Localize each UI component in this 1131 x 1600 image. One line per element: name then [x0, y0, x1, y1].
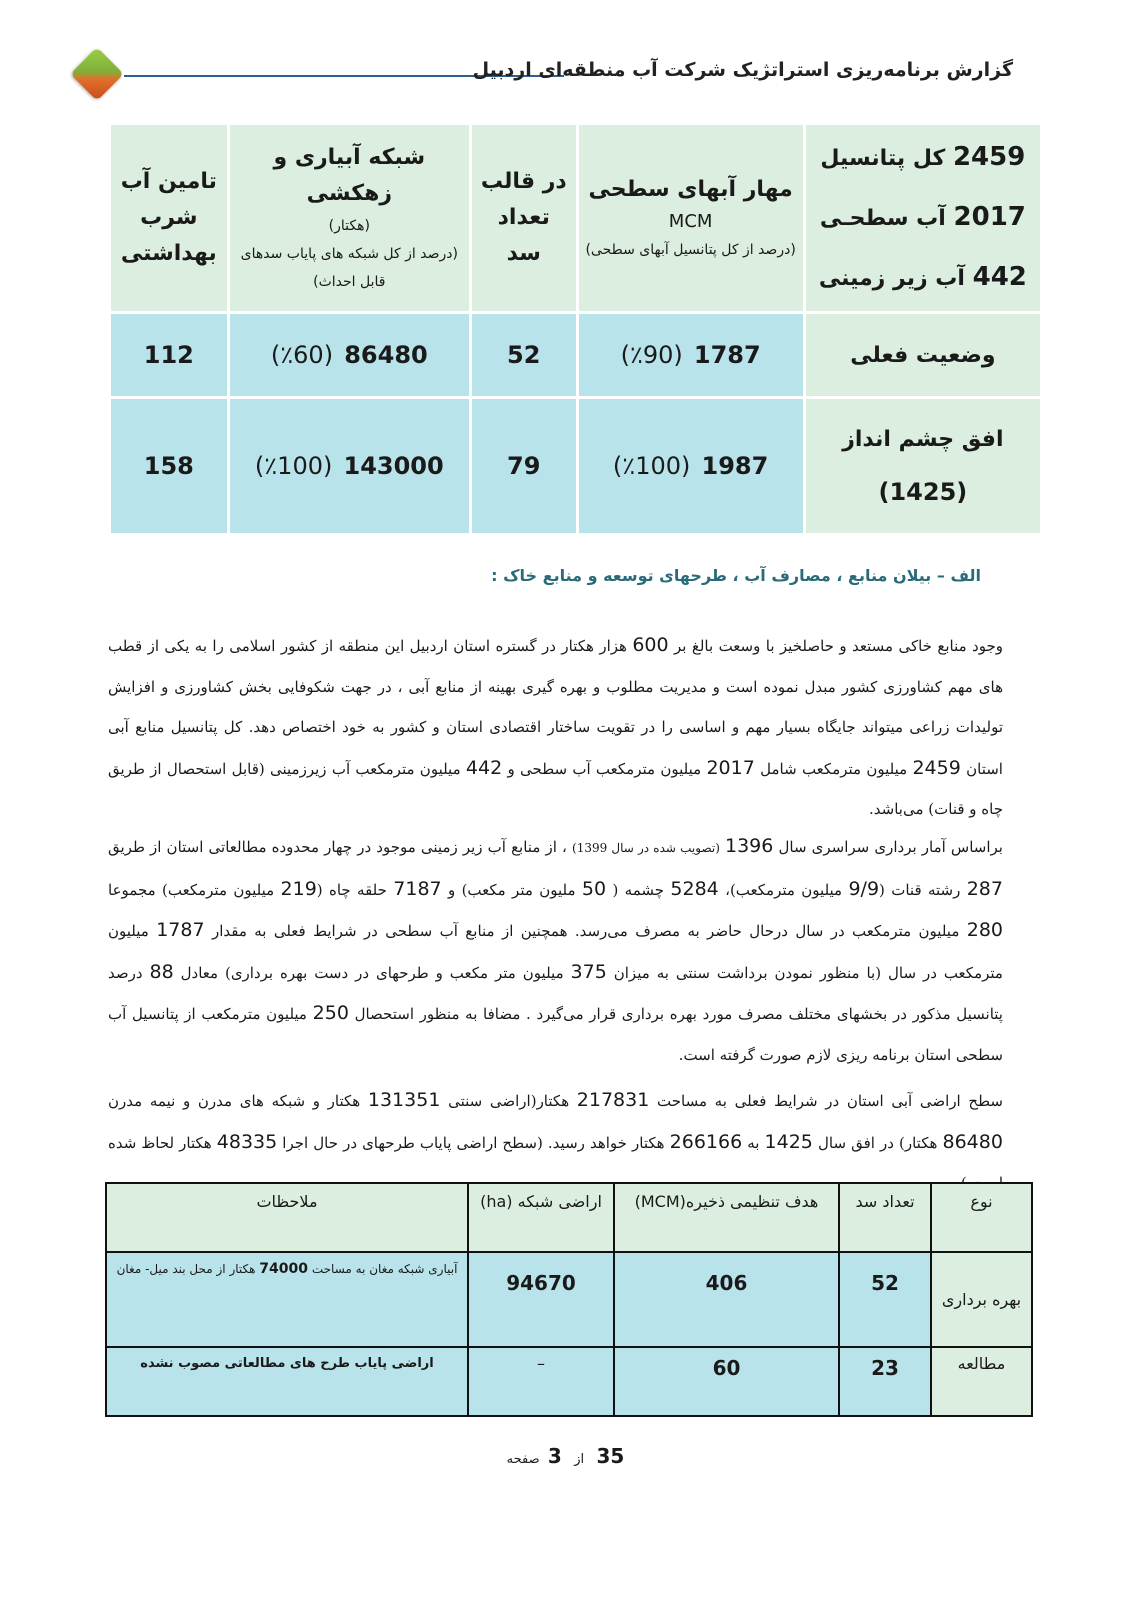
row-type: بهره برداری — [931, 1252, 1032, 1347]
summary-row-current — [111, 314, 1040, 396]
drinking-header: تامین آب شرب بهداشتی — [111, 125, 227, 311]
logo-diamond-icon — [70, 47, 124, 101]
row-count: 52 — [839, 1252, 931, 1347]
page-number: 3 — [547, 1444, 562, 1468]
row-land: – — [468, 1347, 614, 1416]
row-count: 23 — [839, 1347, 931, 1416]
surface-value: 1787 (٪90) — [579, 314, 803, 396]
dams-value: 52 — [472, 314, 576, 396]
page-header — [78, 55, 1013, 95]
table-row — [106, 1347, 1032, 1416]
irrigation-value: 86480 (٪60) — [230, 314, 469, 396]
summary-table — [108, 122, 1043, 536]
table-row — [106, 1252, 1032, 1347]
col-header-count: تعداد سد — [839, 1183, 931, 1252]
row-notes: آبیاری شبکه مغان به مساحت 74000 هکتار از محل بند میل- مغان — [106, 1252, 468, 1347]
paragraph-groundwater: براساس آمار برداری سراسری سال 1396 (تصویب شده در سال 1399) ، از منابع آب زیر زمینی موجود در چهار محدوده مطالعاتی استان از طریق 287 رشته قنات (9/9 میلیون مترمکعب)، 5284 چشمه ( 50 ملیون متر مکعب) و 7187 حلقه چاه (219 میلیون مترمکعب) مجموعا 280 میلیون مترمکعب در سال درحال حاضر به مصرف می‌رسد. همچنین از منابع آب سطحی در شرایط فعلی به مقدار 1787 میلیون مترمکعب در سال (با منظور نمودن برداشت سنتی به میزان 375 میلیون متر مکعب و طرحهای در دست بهره برداری) معادل 88 درصد پتانسیل مذکور در بخشهای مختلف مصرف مورد بهره برداری قرار می‌گیرد . مضافا به منظور استحصال 250 میلیون مترمکعب از پتانسیل آب سطحی استان برنامه ریزی لازم صورت گرفته است. — [108, 835, 1004, 1064]
page-footer: 35 از 3 صفحه — [506, 1444, 625, 1468]
row-type: مطالعه — [931, 1347, 1032, 1416]
dams-header: در قالب تعداد سد — [472, 125, 576, 311]
dam-table-header — [106, 1183, 1032, 1252]
col-header-land: اراضی شبکه (ha) — [468, 1183, 614, 1252]
summary-header-row — [111, 125, 1040, 311]
irrigation-header: شبکه آبیاری و زهکشی (هکتار) (درصد از کل شبکه های پایاب سدهای قابل احداث) — [230, 125, 469, 311]
potential-cell: 2459 کل پتانسیل 2017 آب سطحـی 442 آب زیر زمینی — [806, 125, 1040, 311]
row-notes: اراضی پایاب طرح های مطالعاتی مصوب نشده — [106, 1347, 468, 1416]
dams-value: 79 — [472, 399, 576, 533]
row-label: افق چشم انداز (1425) — [806, 399, 1040, 533]
surface-header: مهار آبهای سطحی MCM (درصد از کل پتانسیل آبهای سطحی) — [579, 125, 803, 311]
report-title: گزارش برنامه‌ریزی استراتژیک شرکت آب منطقه‌ای اردبیل — [472, 59, 1013, 81]
surface-value: 1987 (٪100) — [579, 399, 803, 533]
paragraph-irrigated-land: سطح اراضی آبی استان در شرایط فعلی به مساحت 217831 هکتار(اراضی سنتی 131351 هکتار و شبکه های مدرن و نیمه مدرن 86480 هکتار) در افق سال 1425 به 266166 هکتار خواهد رسید. (سطح اراضی پایاب طرحهای در حال اجرا 48335 هکتار لحاظ شده — [108, 1089, 1003, 1153]
drinking-value: 112 — [111, 314, 227, 396]
col-header-notes: ملاحظات — [106, 1183, 468, 1252]
summary-row-horizon — [111, 399, 1040, 533]
page-total: 35 — [596, 1444, 625, 1468]
dam-table — [105, 1182, 1033, 1417]
row-label: وضعیت فعلی — [806, 314, 1040, 396]
row-target: 60 — [614, 1347, 839, 1416]
section-heading: الف – بیلان منابع ، مصارف آب ، طرحهای توسعه و منابع خاک : — [491, 566, 981, 585]
irrigation-value: 143000 (٪100) — [230, 399, 469, 533]
col-header-type: نوع — [931, 1183, 1032, 1252]
drinking-value: 158 — [111, 399, 227, 533]
paragraph-soil-resources: وجود منابع خاکی مستعد و حاصلخیز با وسعت بالغ بر 600 هزار هکتار در گستره استان اردبیل این منطقه از کشور اسلامی را به یکی از قطب های مهم کشاورزی کشور مبدل نموده است و مدیریت مطلوب و بهره گیری بهینه از منابع آبی ، در جهت شکوفایی بخش کشاورزی و افزایش تولیدات زراعی میتواند جایگاه بسیار مهم و اساسی را در تقویت ساختار اقتصادی استان و کشور به خود اختصاص دهد. کل پتانسیل منابع آبی استان 2459 میلیون مترمکعب شامل 2017 میلیون مترمکعب آب سطحی و 442 میلیون مترمکعب آب زیرزمینی (قابل استحصال از طریق چاه و قنات) می‌باشد. — [108, 634, 1003, 818]
row-land: 94670 — [468, 1252, 614, 1347]
row-target: 406 — [614, 1252, 839, 1347]
col-header-target: هدف تنظیمی ذخیره(MCM) — [614, 1183, 839, 1252]
